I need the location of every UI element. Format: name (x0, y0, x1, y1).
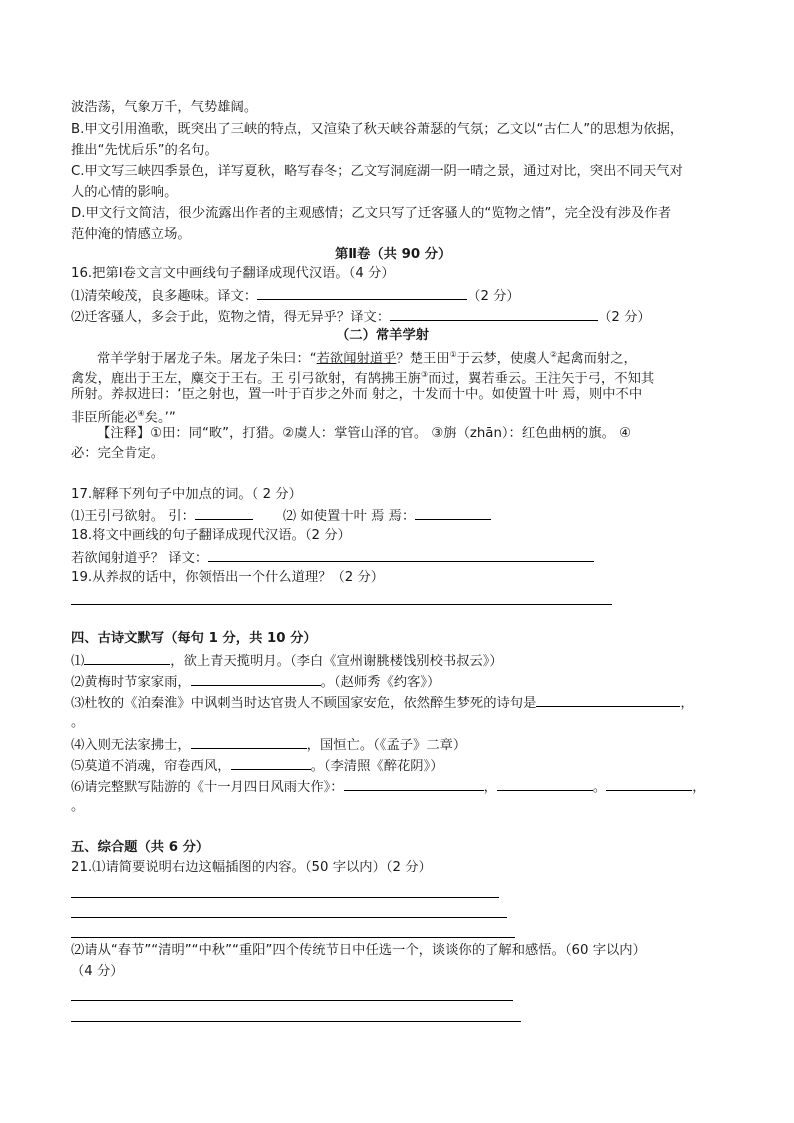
q16-prompt: 16.把第Ⅰ卷文言文中画线句子翻译成现代汉语。（4 分） (71, 266, 395, 281)
sec4-l1-blank[interactable] (84, 651, 170, 665)
q18-answer-blank[interactable] (208, 548, 594, 562)
q18-item (71, 548, 594, 568)
sec4-l1-num: ⑴ (71, 654, 85, 669)
q16-item1-text: ⑴清荣峻茂，良多趣味。译文： (71, 289, 258, 304)
note-marker-3: ③ (420, 370, 429, 379)
q17-item1-text: ⑴王引弓欲射。 引： (71, 509, 195, 524)
sec4-l5-blank[interactable] (231, 756, 311, 770)
q21-part1-answer-line1[interactable] (71, 897, 499, 898)
option-a-tail: 波浩荡，气象万千，气势雄阔。 (71, 100, 258, 115)
sec4-l4-text: ⑷入则无法家拂士， (71, 738, 191, 753)
q21-part1-answer-line3[interactable] (71, 937, 515, 938)
passage-line1-a: 常羊学射于屠龙子朱。屠龙子朱曰：“ (97, 351, 317, 367)
section5-title: 五、综合题（共 6 分） (71, 840, 210, 855)
note-marker-1: ① (449, 350, 457, 359)
notes-line2: 必：完全肯定。 (71, 446, 165, 461)
sec4-l5-text: ⑸莫道不消魂，帘卷西风， (71, 759, 231, 774)
q18-prompt: 18.将文中画线的句子翻译成现代汉语。（2 分） (71, 528, 351, 543)
sec4-line2 (71, 672, 440, 692)
option-c-line2: 人的心情的影响。 (71, 185, 178, 200)
sec4-l6-text: ⑹请完整默写陆游的《十一月四日风雨大作》： (71, 780, 344, 795)
sec4-l2-source: 。（赵师秀《约客》） (320, 675, 441, 690)
q17-prompt: 17.解释下列句子中加点的词。（ 2 分） (71, 487, 302, 502)
passage-underlined-sentence: 若欲闻射道乎 (316, 351, 397, 367)
q16-item1 (71, 286, 520, 306)
sec4-line4 (71, 735, 466, 755)
sec4-l6-blank2[interactable] (497, 777, 593, 791)
q19-answer-line[interactable] (71, 604, 612, 605)
sec4-line1 (71, 651, 503, 671)
passage-line4-b: 矣。’” (144, 410, 176, 426)
note-marker-4: ④ (137, 409, 145, 418)
q21-part2-answer-line2[interactable] (71, 1021, 521, 1022)
q21-part2-answer-line1[interactable] (71, 1000, 513, 1001)
passage-line4-a: 非臣所能必 (71, 410, 138, 426)
sec4-l4-blank[interactable] (191, 735, 307, 749)
sec4-l3-comma: ， (680, 696, 694, 711)
part2-title: 第Ⅱ卷（共 90 分） (335, 247, 452, 262)
option-b-line2: 推出“先忧后乐”的名句。 (71, 143, 218, 158)
sec4-l1-text: ，欲上青天揽明月。（李白《宣州谢脁楼饯别校书叔云》） (170, 654, 503, 669)
passage-line1-b: ？楚王田 (396, 351, 450, 367)
passage-line2-b: 而过，翼若垂云。王注矢于弓，不知其 (428, 371, 655, 387)
sec4-l6-blank3[interactable] (606, 777, 692, 791)
sec4-line6-end: 。 (71, 799, 85, 814)
passage-line1-d: 起禽而射之， (557, 351, 637, 367)
section4-title: 四、古诗文默写（每句 1 分，共 10 分） (71, 631, 317, 646)
sec4-line5 (71, 756, 444, 776)
option-d-line2: 范仲淹的情感立场。 (71, 227, 191, 242)
sec4-l2-blank[interactable] (191, 672, 321, 686)
sec4-l3-text: ⑶杜牧的《泊秦淮》中讽刺当时达官贵人不顾国家安危，依然醉生梦死的诗句是 (71, 696, 537, 711)
q21-part2-prompt-line2: （4 分） (71, 964, 124, 979)
option-d-line1: D.甲文行文简洁，很少流露出作者的主观感情；乙文只写了迁客骚人的“览物之情”，完全没有涉及作者 (71, 206, 672, 221)
sec4-l4-source: ，国恒亡。（《孟子》二章） (306, 738, 467, 753)
sec4-l6-blank1[interactable] (344, 777, 484, 791)
q18-item-text: 若欲闻射道乎？ 译文： (71, 551, 209, 566)
q16-item2-text: ⑵迁客骚人，多会于此，览物之情，得无异乎？译文： (71, 310, 391, 325)
sec4-line3 (71, 693, 694, 713)
q17-item1-blank[interactable] (195, 506, 253, 520)
q21-part1-prompt: 21.⑴请简要说明右边这幅插图的内容。（50 字以内）（2 分） (71, 860, 432, 875)
passage-line2-a: 禽发，鹿出于王左，麋交于王右。王 引弓欲射，有鹄拂王旃 (71, 371, 421, 387)
sec4-l3-blank1[interactable] (536, 693, 680, 707)
passage-title: （二）常羊学射 (336, 328, 430, 343)
notes-line1: 【注释】①田：同“畋”，打猎。②虞人：掌管山泽的官。 ③旃（zhān）：红色曲柄的旗。 ④ (97, 426, 632, 441)
sec4-l6-period1: 。 (592, 780, 607, 795)
q16-item2-score: （2 分） (598, 310, 651, 325)
q17-item2-text: ⑵ 如使置十叶 焉 焉： (282, 509, 416, 524)
sec4-line6 (71, 777, 705, 797)
q16-item2-answer-blank[interactable] (390, 307, 598, 321)
option-c-line1: C.甲文写三峡四季景色，详写夏秋，略写春冬；乙文写洞庭湖一阴一晴之景，通过对比，突出不同天气对 (71, 164, 683, 179)
note-marker-2: ② (549, 350, 558, 359)
q16-item2 (71, 307, 651, 327)
passage-line3: 所射。养叔进曰：‘臣之射也，置一叶于百步之外而 射之，十发而十中。如使置十叶 焉，则中不中 (71, 387, 643, 402)
q19-prompt: 19.从养叔的话中，你领悟出一个什么道理？（2 分） (71, 570, 385, 585)
sec4-l2-text: ⑵黄梅时节家家雨， (71, 675, 191, 690)
sec4-l6-comma1: ， (483, 780, 497, 795)
q16-item1-score: （2 分） (467, 289, 520, 304)
sec4-l6-comma2: ， (692, 780, 706, 795)
q17-items (71, 506, 491, 526)
q16-item1-answer-blank[interactable] (257, 286, 467, 300)
q17-item2-blank[interactable] (415, 506, 491, 520)
q21-part2-prompt-line1: ⑵请从“春节”“清明”“中秋”“重阳”四个传统节日中任选一个，谈谈你的了解和感悟。（60 字以内） (71, 943, 646, 958)
q21-part1-answer-line2[interactable] (71, 917, 507, 918)
option-b-line1: B.甲文引用渔歌，既突出了三峡的特点，又渲染了秋天峡谷萧瑟的气氛；乙文以“古仁人”的思想为依据， (71, 122, 684, 137)
sec4-l5-source: 。（李清照《醉花阴》） (310, 759, 444, 774)
sec4-line3-end: 。 (71, 715, 85, 730)
passage-line1-c: 于云梦，使虞人 (456, 351, 550, 367)
